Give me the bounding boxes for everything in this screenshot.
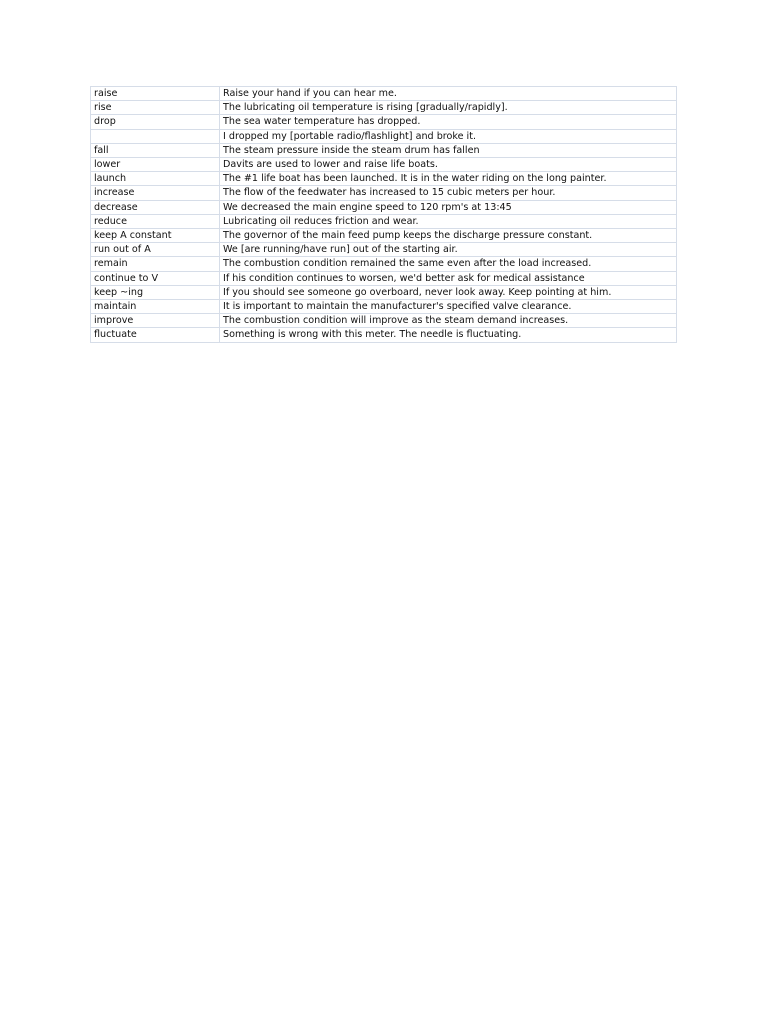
table-row [91, 172, 677, 186]
example-sentence-cell: The governor of the main feed pump keeps the discharge pressure constant. [220, 229, 677, 243]
example-sentence-cell: The combustion condition remained the same even after the load increased. [220, 257, 677, 271]
vocabulary-sheet [90, 86, 676, 343]
term-cell: drop [91, 115, 220, 129]
vocabulary-table [90, 86, 677, 343]
example-sentence-cell: The steam pressure inside the steam drum has fallen [220, 143, 677, 157]
term-cell [91, 129, 220, 143]
table-row [91, 115, 677, 129]
table-row [91, 101, 677, 115]
example-sentence-cell: Lubricating oil reduces friction and wear. [220, 214, 677, 228]
example-sentence-cell: The combustion condition will improve as the steam demand increases. [220, 314, 677, 328]
term-cell: maintain [91, 300, 220, 314]
table-row [91, 328, 677, 342]
vocabulary-table-body [91, 87, 677, 343]
term-cell: lower [91, 158, 220, 172]
example-sentence-cell: The #1 life boat has been launched. It is in the water riding on the long painter. [220, 172, 677, 186]
example-sentence-cell: Something is wrong with this meter. The needle is fluctuating. [220, 328, 677, 342]
term-cell: continue to V [91, 271, 220, 285]
table-row [91, 271, 677, 285]
term-cell: run out of A [91, 243, 220, 257]
term-cell: reduce [91, 214, 220, 228]
example-sentence-cell: Davits are used to lower and raise life boats. [220, 158, 677, 172]
table-row [91, 200, 677, 214]
term-cell: raise [91, 87, 220, 101]
term-cell: rise [91, 101, 220, 115]
table-row [91, 229, 677, 243]
example-sentence-cell: The lubricating oil temperature is rising [gradually/rapidly]. [220, 101, 677, 115]
example-sentence-cell: Raise your hand if you can hear me. [220, 87, 677, 101]
term-cell: keep ~ing [91, 285, 220, 299]
table-row [91, 214, 677, 228]
example-sentence-cell: It is important to maintain the manufacturer's specified valve clearance. [220, 300, 677, 314]
table-row [91, 314, 677, 328]
example-sentence-cell: If you should see someone go overboard, never look away. Keep pointing at him. [220, 285, 677, 299]
table-row [91, 257, 677, 271]
table-row [91, 87, 677, 101]
table-row [91, 285, 677, 299]
table-row [91, 186, 677, 200]
example-sentence-cell: The flow of the feedwater has increased to 15 cubic meters per hour. [220, 186, 677, 200]
term-cell: fluctuate [91, 328, 220, 342]
term-cell: fall [91, 143, 220, 157]
table-row [91, 243, 677, 257]
term-cell: launch [91, 172, 220, 186]
term-cell: remain [91, 257, 220, 271]
table-row [91, 129, 677, 143]
term-cell: keep A constant [91, 229, 220, 243]
term-cell: decrease [91, 200, 220, 214]
table-row [91, 158, 677, 172]
example-sentence-cell: I dropped my [portable radio/flashlight] and broke it. [220, 129, 677, 143]
table-row [91, 300, 677, 314]
term-cell: improve [91, 314, 220, 328]
term-cell: increase [91, 186, 220, 200]
example-sentence-cell: The sea water temperature has dropped. [220, 115, 677, 129]
example-sentence-cell: We decreased the main engine speed to 120 rpm's at 13:45 [220, 200, 677, 214]
example-sentence-cell: We [are running/have run] out of the starting air. [220, 243, 677, 257]
example-sentence-cell: If his condition continues to worsen, we'd better ask for medical assistance [220, 271, 677, 285]
table-row [91, 143, 677, 157]
